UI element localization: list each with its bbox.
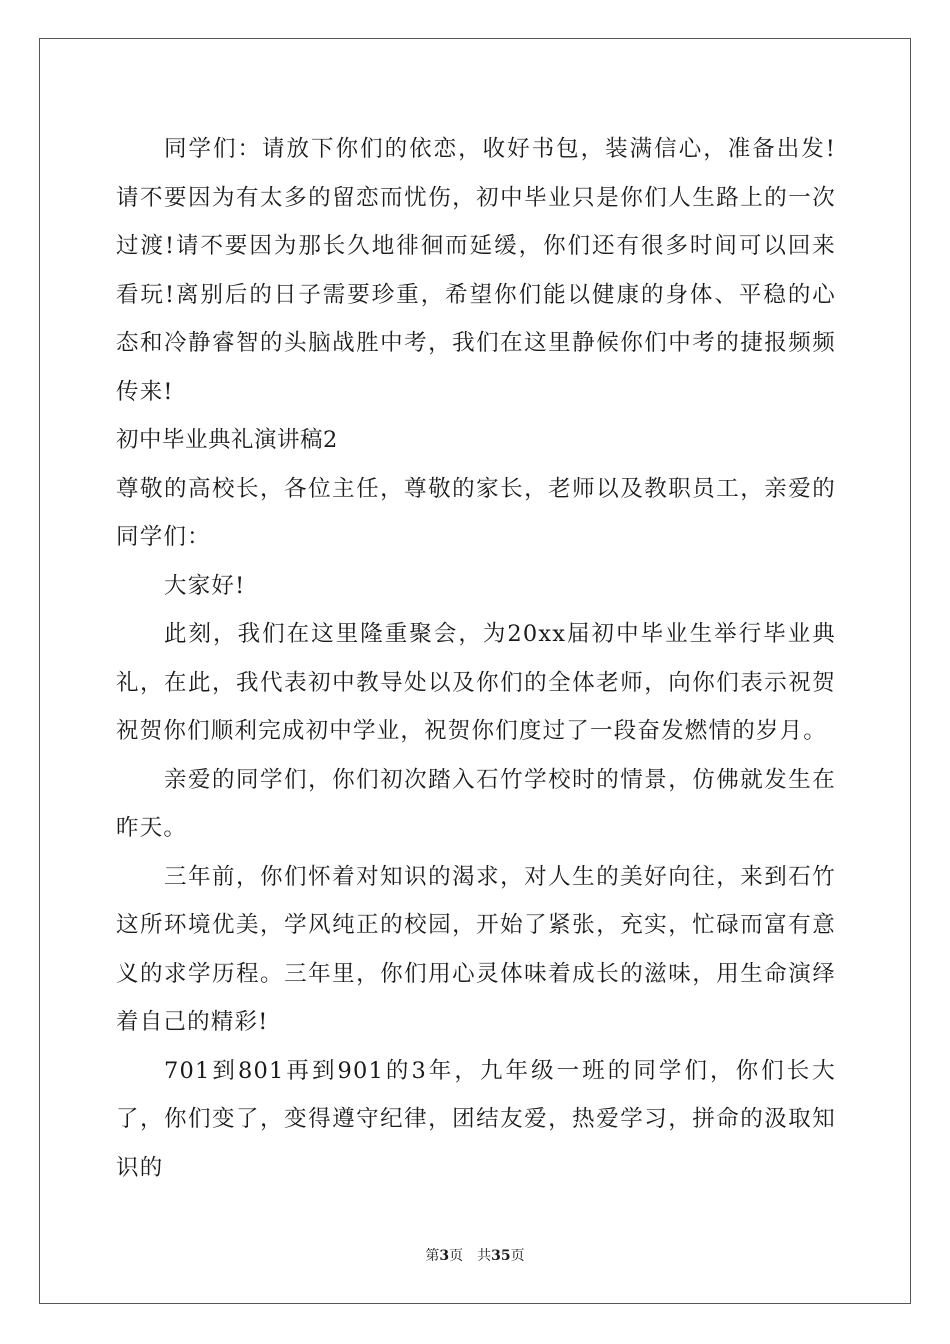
paragraph-ceremony: 此刻，我们在这里隆重聚会，为20xx届初中毕业生举行毕业典礼，在此，我代表初中教导处以及你们的全体老师，向你们表示祝贺祝贺你们顺利完成初中学业，祝贺你们度过了一段奋发燃情的岁月。: [116, 621, 836, 744]
paragraph-memory: 亲爱的同学们，你们初次踏入石竹学校时的情景，仿佛就发生在昨天。: [116, 766, 836, 841]
section-heading: 初中毕业典礼演讲稿2: [116, 427, 338, 453]
page-suffix: 页: [449, 1248, 464, 1264]
page-prefix: 第: [425, 1248, 440, 1264]
paragraph-salutation: 尊敬的高校长，各位主任，尊敬的家长，老师以及教职员工，亲爱的同学们：: [116, 475, 836, 550]
paragraph-farewell: 同学们：请放下你们的依恋，收好书包，装满信心，准备出发!请不要因为有太多的留恋而忧伤，初中毕业只是你们人生路上的一次过渡!请不要因为那长久地徘徊而延缓，你们还有很多时间可以回来看玩!离别后的日子需要珍重，希望你们能以健康的身体、平稳的心态和冷静睿智的头脑战胜中考，我们在这里静候你们中考的捷报频频传来!: [116, 136, 836, 405]
page-number: 3: [439, 1248, 450, 1264]
page-footer: [0, 1247, 950, 1265]
document-body: [116, 125, 836, 1192]
total-prefix: 共: [477, 1248, 492, 1264]
total-suffix: 页: [510, 1248, 525, 1264]
paragraph-greeting: 大家好!: [164, 572, 246, 599]
paragraph-three-years: 三年前，你们怀着对知识的渴求，对人生的美好向往，来到石竹这所环境优美，学风纯正的校园，开始了紧张，充实，忙碌而富有意义的求学历程。三年里，你们用心灵体味着成长的滋味，用生命演绎着自己的精彩!: [116, 863, 836, 1035]
total-pages: 35: [491, 1248, 511, 1264]
paragraph-class: 701到801再到901的3年，九年级一班的同学们，你们长大了，你们变了，变得遵守纪律，团结友爱，热爱学习，拼命的汲取知识的: [116, 1057, 836, 1181]
